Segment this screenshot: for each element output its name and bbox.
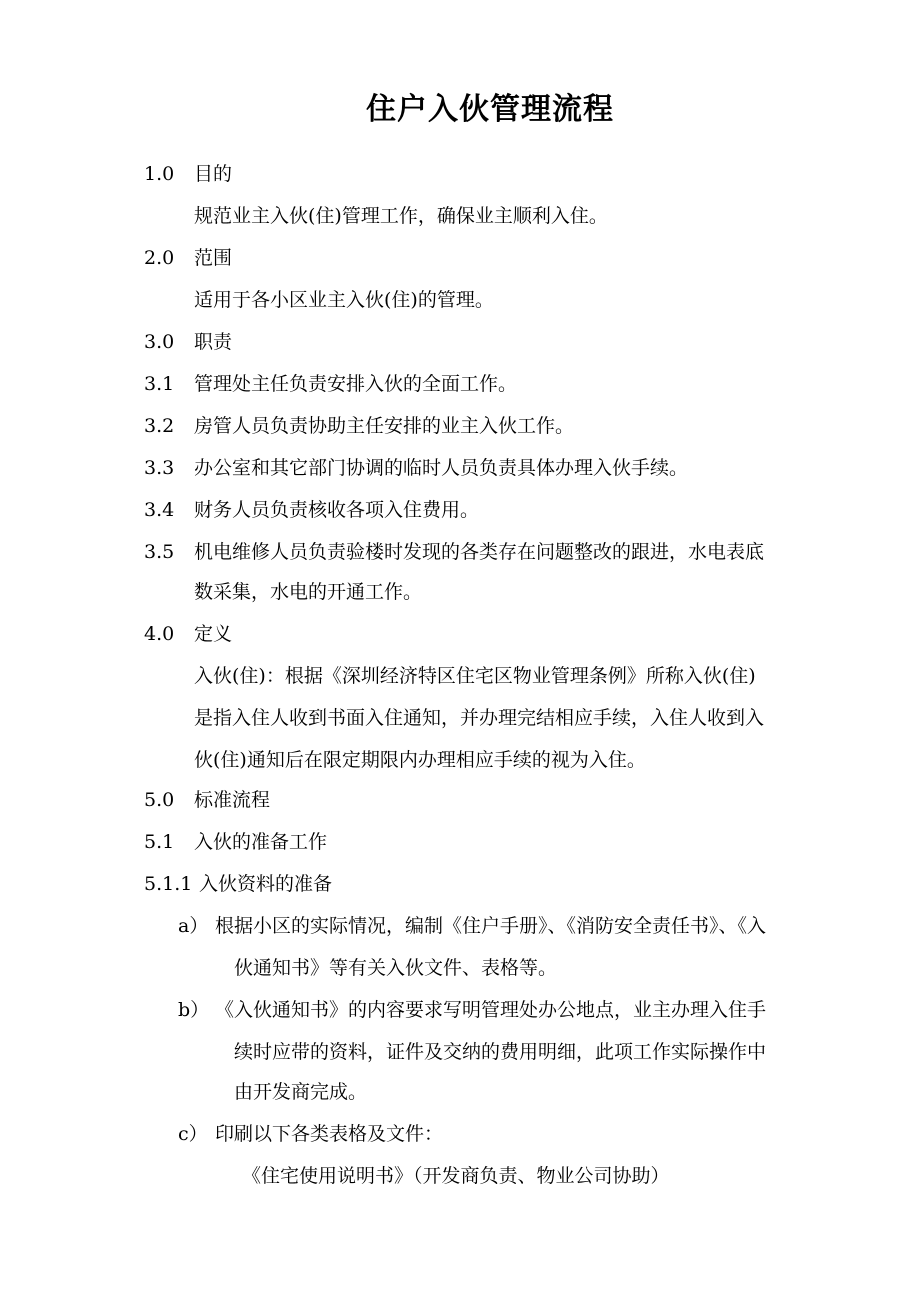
section-number: 5.0 bbox=[144, 789, 175, 811]
list-label: c） bbox=[178, 1123, 208, 1145]
section-number: 4.0 bbox=[144, 623, 175, 645]
document-list-entry: 《住宅使用说明书》（开发商负责、物业公司协助） bbox=[242, 1165, 670, 1187]
section-number: 1.0 bbox=[144, 163, 175, 185]
section-title: 目的 bbox=[194, 163, 233, 185]
list-item-b-continued-1: 续时应带的资料，证件及交纳的费用明细，此项工作实际操作中 bbox=[234, 1041, 767, 1063]
item-number: 3.4 bbox=[144, 499, 175, 521]
item-3-5-continued: 数采集，水电的开通工作。 bbox=[194, 581, 423, 603]
item-number: 3.3 bbox=[144, 457, 175, 479]
section-2-body: 适用于各小区业主入伙(住)的管理。 bbox=[194, 289, 494, 311]
section-title: 范围 bbox=[194, 247, 233, 269]
section-number: 2.0 bbox=[144, 247, 175, 269]
list-text: 印刷以下各类表格及文件： bbox=[215, 1123, 444, 1145]
item-number: 3.1 bbox=[144, 373, 175, 395]
definition-line-1: 入伙(住)：根据《深圳经济特区住宅区物业管理条例》所称入伙(住) bbox=[194, 665, 756, 687]
item-number: 3.5 bbox=[144, 541, 175, 563]
section-number: 3.0 bbox=[144, 331, 175, 353]
item-number: 5.1 bbox=[144, 831, 175, 853]
list-label: b） bbox=[178, 999, 210, 1021]
list-label: a） bbox=[178, 915, 209, 937]
item-text: 入伙资料的准备 bbox=[199, 873, 333, 895]
item-text: 办公室和其它部门协调的临时人员负责具体办理入伙手续。 bbox=[194, 457, 689, 479]
item-number: 5.1.1 bbox=[144, 873, 193, 895]
section-1-body: 规范业主入伙(住)管理工作，确保业主顺利入住。 bbox=[194, 205, 608, 227]
list-text: 《入伙通知书》的内容要求写明管理处办公地点，业主办理入住手 bbox=[215, 999, 767, 1021]
item-text: 入伙的准备工作 bbox=[194, 831, 328, 853]
section-title: 定义 bbox=[194, 623, 233, 645]
list-item-a-continued: 伙通知书》等有关入伙文件、表格等。 bbox=[234, 957, 558, 979]
item-number: 3.2 bbox=[144, 415, 175, 437]
document-title: 住户入伙管理流程 bbox=[366, 92, 614, 127]
definition-line-2: 是指入住人收到书面入住通知，并办理完结相应手续，入住人收到入 bbox=[194, 707, 765, 729]
list-text: 根据小区的实际情况，编制《住户手册》、《消防安全责任书》、《入 bbox=[215, 915, 767, 937]
item-text: 管理处主任负责安排入伙的全面工作。 bbox=[194, 373, 518, 395]
item-text: 财务人员负责核收各项入住费用。 bbox=[194, 499, 480, 521]
item-text: 房管人员负责协助主任安排的业主入伙工作。 bbox=[194, 415, 575, 437]
item-text: 机电维修人员负责验楼时发现的各类存在问题整改的跟进，水电表底 bbox=[194, 541, 765, 563]
section-title: 标准流程 bbox=[194, 789, 271, 811]
section-title: 职责 bbox=[194, 331, 233, 353]
list-item-b-continued-2: 由开发商完成。 bbox=[234, 1081, 368, 1103]
definition-line-3: 伙(住)通知后在限定期限内办理相应手续的视为入住。 bbox=[194, 749, 646, 771]
